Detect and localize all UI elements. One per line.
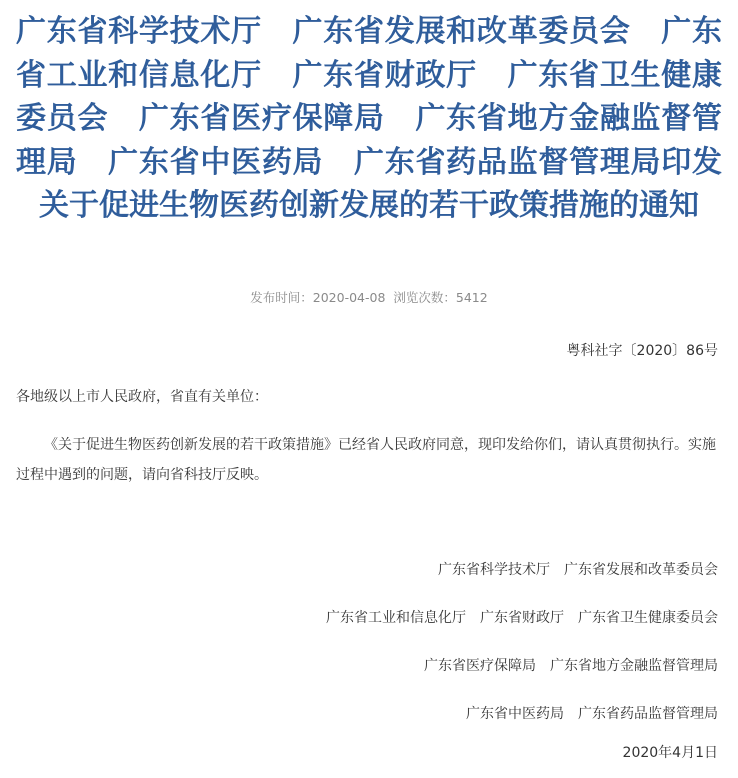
- issue-date: 2020年4月1日: [622, 745, 718, 761]
- signer-line: 广东省医疗保障局 广东省地方金融监督管理局: [424, 658, 718, 674]
- publish-date: 2020-04-08: [312, 290, 386, 305]
- signer-line: 广东省科学技术厅 广东省发展和改革委员会: [438, 562, 718, 578]
- document-number: 粤科社字〔2020〕86号: [566, 343, 718, 359]
- document-title: 广东省科学技术厅 广东省发展和改革委员会 广东省工业和信息化厅 广东省财政厅 广东省卫生健康委员会 广东省医疗保障局 广东省地方金融监督管理局 广东省中医药局 广东省药品监督管理局印发关于促进生物医药创新发展的若干政策措施的通知: [16, 14, 722, 223]
- publish-meta: [0, 288, 738, 306]
- publish-label: 发布时间：: [250, 290, 313, 305]
- salutation: 各地级以上市人民政府，省直有关单位：: [16, 389, 268, 405]
- views-label: 浏览次数：: [393, 290, 456, 305]
- body-paragraph: 《关于促进生物医药创新发展的若干政策措施》已经省人民政府同意，现印发给你们，请认真贯彻执行。实施过程中遇到的问题，请向省科技厅反映。: [16, 437, 716, 483]
- signers-block: [326, 556, 718, 748]
- signer-line: 广东省工业和信息化厅 广东省财政厅 广东省卫生健康委员会: [326, 610, 718, 626]
- signer-line: 广东省中医药局 广东省药品监督管理局: [466, 706, 718, 722]
- views-count: 5412: [455, 290, 488, 305]
